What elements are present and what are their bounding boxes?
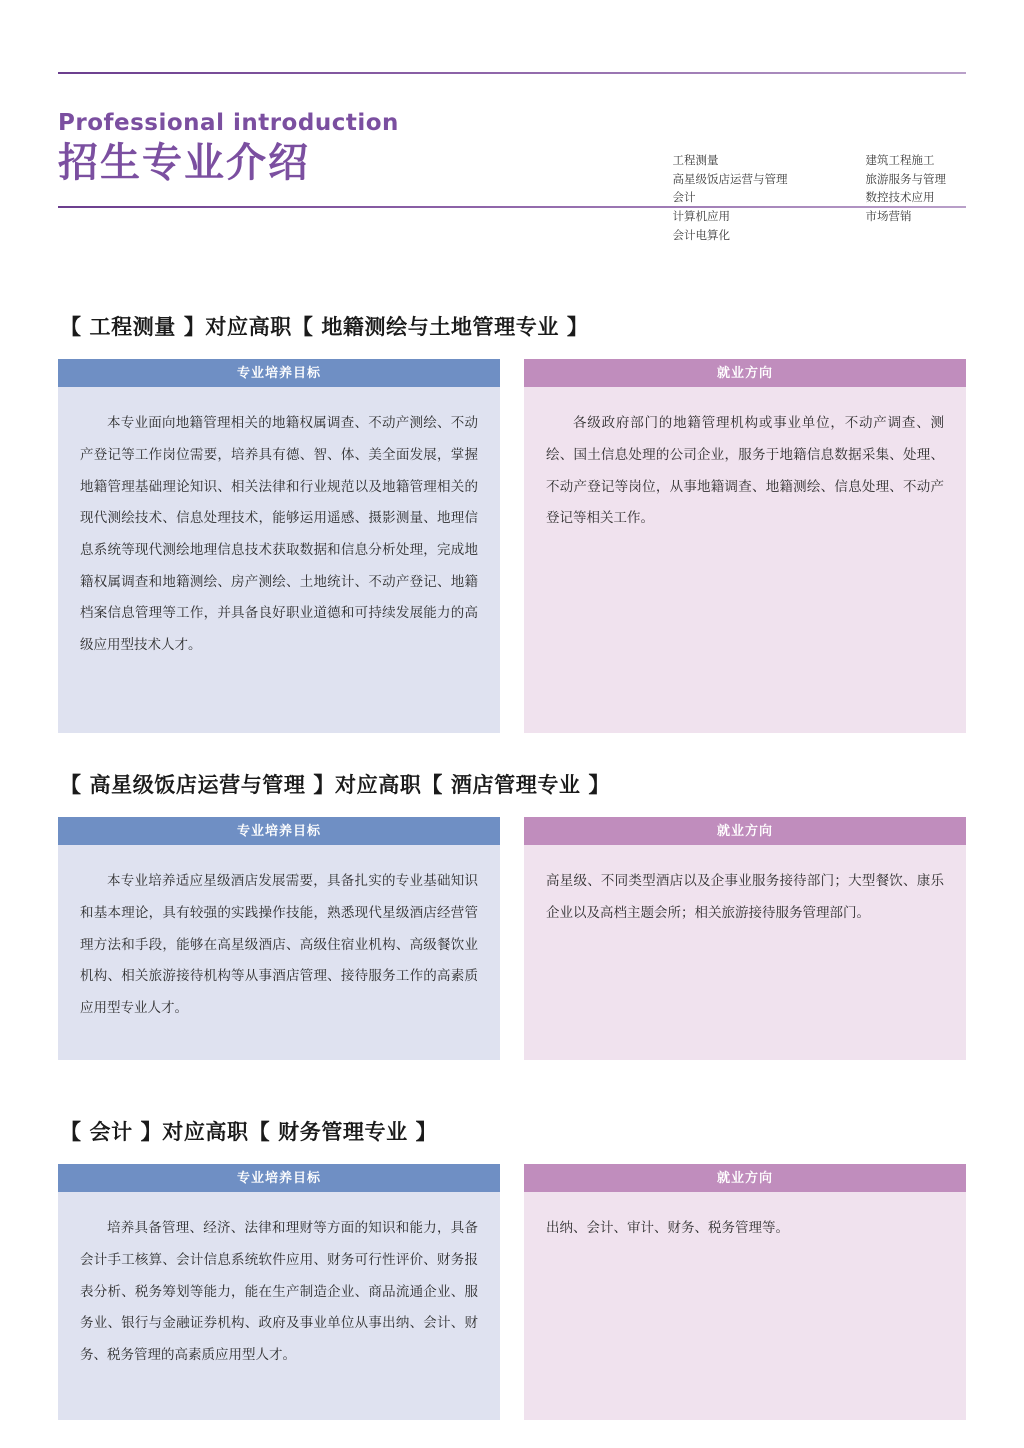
major-item: 高星级饭店运营与管理: [672, 173, 788, 186]
header-bottom-rule: [58, 206, 966, 208]
major-item: 工程测量: [672, 155, 719, 167]
employment-header: 就业方向: [524, 817, 966, 845]
employment-text: 出纳、会计、审计、财务、税务管理等。: [524, 1192, 966, 1420]
training-goal-header: 专业培养目标: [58, 359, 500, 387]
major-item: 计算机应用: [672, 210, 730, 223]
page-header: [58, 0, 966, 245]
employment-header: 就业方向: [524, 1164, 966, 1192]
major-item: 数控技术应用: [865, 192, 935, 205]
training-goal-column: [58, 1164, 500, 1420]
employment-column: [524, 817, 966, 1060]
major-item: 会计电算化: [672, 229, 730, 242]
section-title: 【 高星级饭店运营与管理 】对应高职【 酒店管理专业 】: [60, 773, 611, 798]
employment-column: [524, 359, 966, 733]
section-title: 【 会计 】对应高职【 财务管理专业 】: [60, 1120, 438, 1145]
employment-column: [524, 1164, 966, 1420]
training-goal-text: 本专业面向地籍管理相关的地籍权属调查、不动产测绘、不动产登记等工作岗位需要，培养具有德、智、体、美全面发展，掌握地籍管理基础理论知识、相关法律和行业规范以及地籍管理相关的现代测绘技术、信息处理技术，能够运用遥感、摄影测量、地理信息系统等现代测绘地理信息技术获取数据和信息分析处理，完成地籍权属调查和地籍测绘、房产测绘、土地统计、不动产登记、地籍档案信息管理等工作，并具备良好职业道德和可持续发展能力的高级应用型技术人才。: [58, 387, 500, 733]
major-item: 建筑工程施工: [865, 155, 935, 167]
major-list-column-2: [866, 152, 947, 245]
employment-text: 各级政府部门的地籍管理机构或事业单位，不动产调查、测绘、国土信息处理的公司企业，服务于地籍信息数据采集、处理、不动产登记等岗位，从事地籍调查、地籍测绘、信息处理、不动产登记等相关工作。: [524, 387, 966, 733]
training-goal-text: 本专业培养适应星级酒店发展需要，具备扎实的专业基础知识和基本理论，具有较强的实践操作技能，熟悉现代星级酒店经营管理方法和手段，能够在高星级酒店、高级住宿业机构、高级餐饮业机构、相关旅游接待机构等从事酒店管理、接待服务工作的高素质应用型专业人才。: [58, 845, 500, 1060]
page-title: [58, 110, 399, 186]
major-item: 会计: [672, 192, 696, 205]
employment-text: 高星级、不同类型酒店以及企事业服务接待部门；大型餐饮、康乐企业以及高档主题会所；相关旅游接待服务管理部门。: [524, 845, 966, 1060]
major-list: [673, 110, 967, 245]
program-section: [58, 769, 966, 1060]
major-list-column-1: [673, 152, 788, 245]
header-top-rule: [58, 72, 966, 74]
page-title-chinese: 招生专业介绍: [58, 140, 310, 186]
training-goal-text: 培养具备管理、经济、法律和理财等方面的知识和能力，具备会计手工核算、会计信息系统软件应用、财务可行性评价、财务报表分析、税务筹划等能力，能在生产制造企业、商品流通企业、服务业、银行与金融证券机构、政府及事业单位从事出纳、会计、财务、税务管理的高素质应用型人才。: [58, 1192, 500, 1420]
program-section: [58, 311, 966, 733]
employment-header: 就业方向: [524, 359, 966, 387]
program-section: [58, 1116, 966, 1420]
training-goal-column: [58, 359, 500, 733]
major-item: 市场营销: [865, 210, 912, 223]
training-goal-header: 专业培养目标: [58, 1164, 500, 1192]
training-goal-column: [58, 817, 500, 1060]
page-title-english: Professional introduction: [58, 110, 399, 136]
section-title: 【 工程测量 】对应高职【 地籍测绘与土地管理专业 】: [60, 315, 589, 340]
training-goal-header: 专业培养目标: [58, 817, 500, 845]
major-item: 旅游服务与管理: [865, 173, 946, 186]
